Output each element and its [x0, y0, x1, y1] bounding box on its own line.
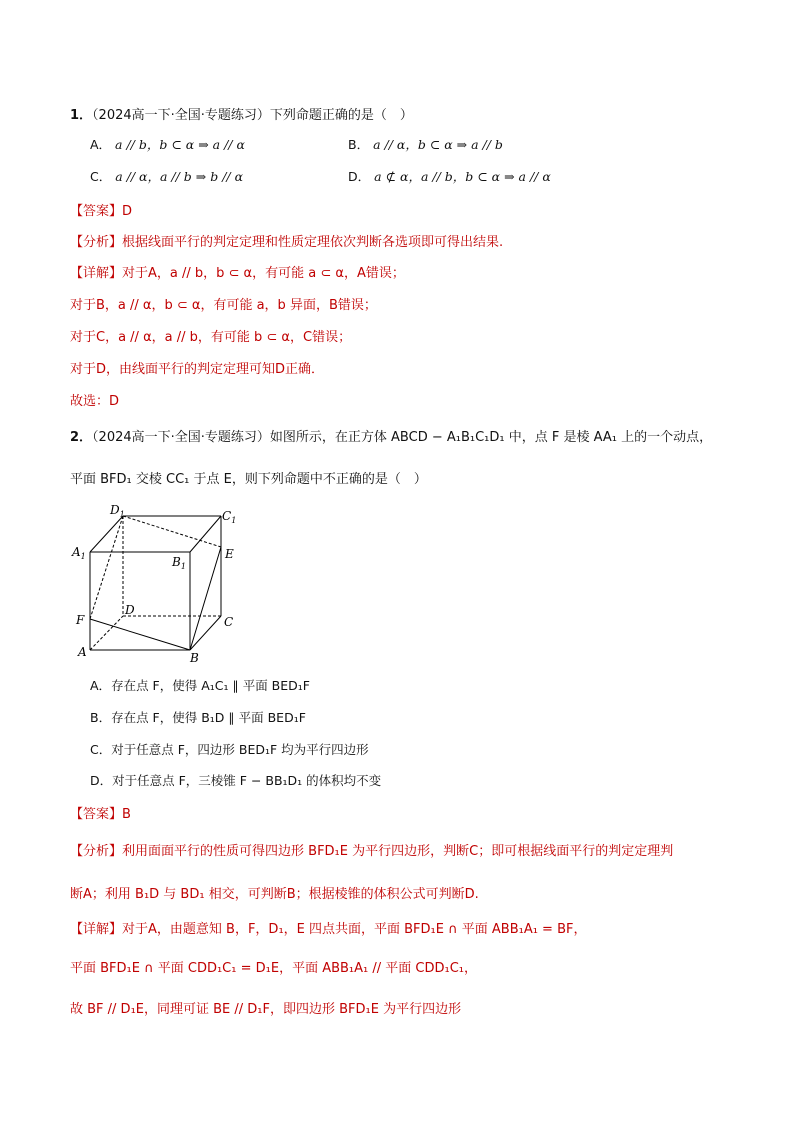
q1-option-c	[90, 167, 243, 185]
analysis-tag: 【分析】	[70, 235, 123, 250]
option-math: a // α，a // b ⇒ b // α	[115, 169, 244, 184]
option-text: 对于任意点 F，三棱锥 F − BB₁D₁ 的体积均不变	[112, 773, 382, 788]
q1-option-b	[348, 135, 503, 153]
q2-analysis-line-1	[70, 840, 673, 859]
q1-source: （2024高一下·全国·专题练习）	[92, 108, 270, 123]
label-A1: $A_1$	[72, 545, 86, 561]
q2-option-a	[90, 676, 310, 694]
label-D1: $D_1$	[110, 503, 125, 519]
answer-tag: 【答案】	[70, 807, 123, 822]
q2-number: 2．	[70, 430, 93, 445]
q1-number: 1．	[70, 108, 93, 123]
hidden-segment-D1E	[123, 516, 221, 547]
option-math: a ⊄ α，a // b，b ⊂ α ⇒ a // α	[374, 169, 551, 184]
q1-detail-line-3: 对于C，a // α，a // b，有可能 b ⊂ α，C错误；	[70, 330, 352, 345]
q2-source: （2024高一下·全国·专题练习）	[92, 430, 270, 445]
answer-value: D	[122, 204, 133, 219]
q2-detail-line-1	[70, 918, 586, 937]
edge-A1D1	[90, 516, 123, 552]
q1-question: 下列命题正确的是（ ）	[269, 108, 413, 123]
q1-detail-line-5: 故选：D	[70, 394, 120, 409]
option-math: a // b，b ⊂ α ⇒ a // α	[115, 137, 245, 152]
q1-detail-line-1	[70, 262, 405, 281]
segment-BE	[190, 547, 221, 650]
option-label: A．	[90, 678, 112, 693]
hidden-edge-AD	[90, 616, 123, 650]
q1-option-d	[348, 167, 551, 185]
label-A: A	[78, 645, 87, 659]
detail-tag: 【详解】	[70, 266, 123, 281]
option-label: D．	[90, 773, 113, 788]
option-label: D．	[348, 169, 371, 184]
q1-analysis	[70, 231, 503, 250]
answer-tag: 【答案】	[70, 204, 123, 219]
option-label: C．	[90, 742, 112, 757]
detail-tag: 【详解】	[70, 922, 123, 937]
option-label: B．	[348, 137, 370, 152]
label-C: C	[224, 615, 234, 629]
option-text: 存在点 F，使得 B₁D ∥ 平面 BED₁F	[111, 710, 306, 725]
label-E: E	[225, 547, 234, 561]
analysis-text: 利用面面平行的性质可得四边形 BFD₁E 为平行四边形，判断C；即可根据线面平行的判定定理判	[122, 844, 674, 859]
q2-analysis-line-2: 断A；利用 B₁D 与 BD₁ 相交，可判断B；根据棱锥的体积公式可判断D.	[70, 887, 479, 902]
q2-question-1: 如图所示，在正方体 ABCD − A₁B₁C₁D₁ 中，点 F 是棱 AA₁ 上的一个动点，	[269, 430, 713, 445]
option-text: 存在点 F，使得 A₁C₁ ∥ 平面 BED₁F	[111, 678, 310, 693]
analysis-tag: 【分析】	[70, 844, 123, 859]
q1-answer	[70, 200, 132, 219]
label-C1: $C_1$	[222, 509, 237, 525]
q1-option-a	[90, 135, 245, 153]
option-math: a // α，b ⊂ α ⇒ a // b	[373, 137, 503, 152]
cube-figure	[70, 500, 250, 665]
q1-detail-line-4: 对于D，由线面平行的判定定理可知D正确．	[70, 362, 325, 377]
q2-detail-line-3: 故 BF // D₁E，同理可证 BE // D₁F，即四边形 BFD₁E 为平行四边形	[70, 1002, 462, 1017]
q2-option-d	[90, 771, 381, 789]
option-label: B．	[90, 710, 112, 725]
q1-detail-line-2: 对于B，a // α，b ⊂ α，有可能 a，b 异面，B错误；	[70, 298, 377, 313]
q2-option-c	[90, 740, 369, 758]
q2-option-b	[90, 708, 306, 726]
label-F: F	[76, 613, 85, 627]
option-label: C．	[90, 169, 112, 184]
label-D: D	[125, 603, 135, 617]
option-label: A．	[90, 137, 112, 152]
q2-stem-line-2: 平面 BFD₁ 交棱 CC₁ 于点 E，则下列命题中不正确的是（ ）	[70, 472, 427, 487]
q2-stem-line-1	[70, 426, 712, 445]
edge-B1C1	[190, 516, 221, 552]
q2-answer	[70, 803, 131, 822]
label-B: B	[190, 651, 199, 665]
q2-detail-line-2: 平面 BFD₁E ∩ 平面 CDD₁C₁ = D₁E，平面 ABB₁A₁ // 平面 CDD₁C₁，	[70, 961, 477, 976]
analysis-text: 根据线面平行的判定定理和性质定理依次判断各选项即可得出结果.	[122, 235, 504, 250]
detail-text: 对于A，由题意知 B，F，D₁，E 四点共面，平面 BFD₁E ∩ 平面 ABB₁A₁ = BF，	[122, 922, 587, 937]
option-text: 对于任意点 F，四边形 BED₁F 均为平行四边形	[111, 742, 369, 757]
detail-text: 对于A，a // b，b ⊂ α，有可能 a ⊂ α，A错误；	[122, 266, 405, 281]
hidden-segment-FD1	[90, 516, 123, 619]
label-B1: $B_1$	[172, 555, 186, 571]
q1-stem	[70, 104, 413, 123]
answer-value: B	[122, 807, 131, 822]
